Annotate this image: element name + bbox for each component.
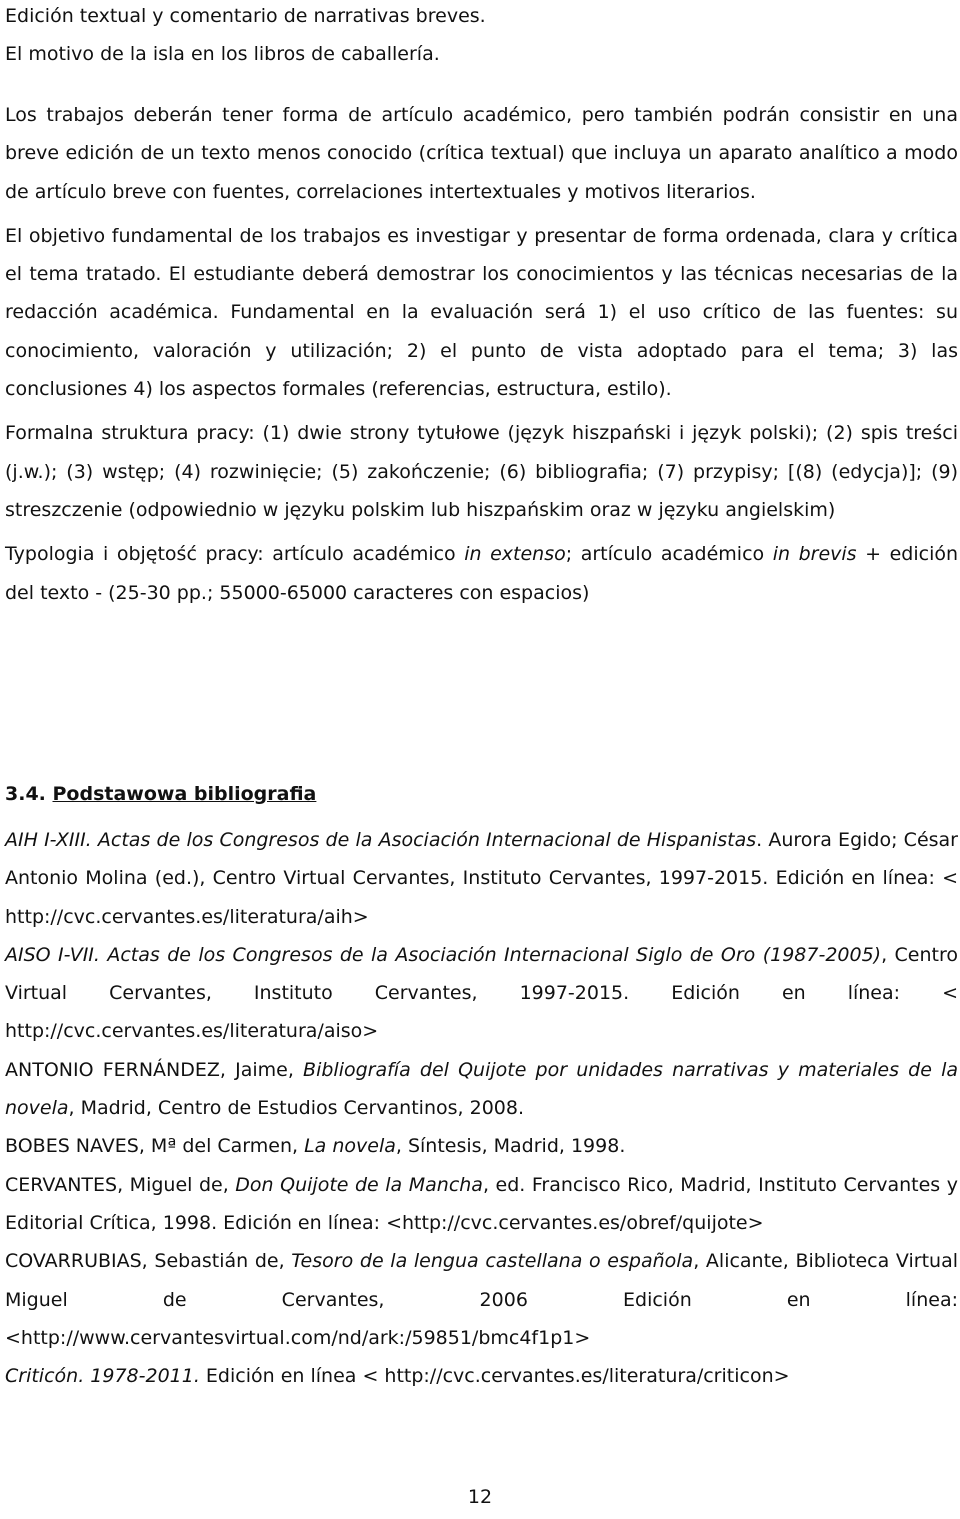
bib-criticon-details: Edición en línea < http://cvc.cervantes.es/literatura/criticon> [199,1365,790,1388]
paragraph-typology [5,535,958,612]
bib-entry-bobes [5,1127,958,1165]
bib-aiso-title: AISO I-VII. Actas de los Congresos de la Asociación Internacional Siglo de Oro (1987-2005) [5,943,882,966]
section-number: 3.4. [5,783,53,805]
bib-bobes-details: , Síntesis, Madrid, 1998. [395,1135,626,1158]
page-number: 12 [467,1486,493,1508]
bibliography-list [5,821,958,1395]
bib-entry-criticon [5,1357,958,1395]
bib-antonio-title: Bibliografía del Quijote por unidades narrativas y materiales de la novela [5,1058,958,1120]
topic-line-2: El motivo de la isla en los libros de caballería. [5,43,440,65]
section-title: Podstawowa bibliografia [52,783,317,805]
bib-entry-covarrubias [5,1242,958,1357]
bib-antonio-details: , Madrid, Centro de Estudios Cervantinos, 2008. [68,1097,524,1120]
bib-covarrubias-details: , Alicante, Biblioteca Virtual Miguel de Cervantes, 2006 Edición en línea: <http://www.cervantesvirtual.com/nd/ark:/59851/bmc4f1p1> [5,1250,958,1349]
bib-bobes-author: BOBES NAVES, Mª del Carmen, [5,1135,305,1158]
bib-aih-details: . Aurora Egido; César Antonio Molina (ed.), Centro Virtual Cervantes, Instituto Cervantes, 1997-2015. Edición en línea: < http://cvc.cervantes.es/literatura/aih> [5,829,958,928]
typology-italic-1: in extenso [464,543,566,566]
topic-line-1: Edición textual y comentario de narrativas breves. [5,5,486,27]
body-text [5,96,958,612]
bib-aih-title: AIH I-XIII. Actas de los Congresos de la Asociación Internacional de Hispanistas [5,829,757,851]
typology-text-3: + edición del texto - (25-30 pp.; 55000-65000 caracteres con espacios) [5,543,959,604]
bib-aiso-details: , Centro Virtual Cervantes, Instituto Cervantes, 1997-2015. Edición en línea: < http://cvc.cervantes.es/literatura/aiso> [5,943,959,1043]
bib-bobes-title: La novela [304,1135,396,1158]
bib-entry-cervantes [5,1166,958,1243]
paragraph-structure: Formalna struktura pracy: (1) dwie strony tytułowe (język hiszpański i język polski); (2) spis treści (j.w.); (3) wstęp; (4) rozwinięcie; (5) zakończenie; (6) bibliografia; (7) przypisy; [(8) (edycja)]; (9) streszczenie (odpowiednio w języku polskim lub hiszpańskim oraz w języku angielskim) [5,422,958,521]
bib-criticon-title: Criticón. 1978-2011. [5,1365,200,1388]
bib-entry-antonio [5,1051,958,1128]
bib-cervantes-details: , ed. Francisco Rico, Madrid, Instituto Cervantes y Editorial Crítica, 1998. Edición en línea: <http://cvc.cervantes.es/obref/quijote> [5,1173,958,1234]
bib-cervantes-title: Don Quijote de la Mancha [235,1173,483,1196]
bib-entry-aiso [5,936,958,1051]
bib-cervantes-author: CERVANTES, Miguel de, [5,1173,236,1196]
typology-italic-2: in brevis [772,543,857,566]
bib-covarrubias-title: Tesoro de la lengua castellana o española [291,1250,694,1273]
section-heading [5,775,958,813]
typology-text-2: ; artículo académico [565,543,773,566]
bib-covarrubias-author: COVARRUBIAS, Sebastián de, [5,1250,292,1273]
top-lines [5,0,958,73]
paragraph-objectives: El objetivo fundamental de los trabajos es investigar y presentar de forma ordenada, clara y crítica el tema tratado. El estudiante deberá demostrar los conocimientos y las técnicas necesarias de la redacción académica. Fundamental en la evaluación será 1) el uso crítico de las fuentes: su conocimiento, valoración y utilización; 2) el punto de vista adoptado para el tema; 3) las conclusiones 4) los aspectos formales (referencias, estructura, estilo). [5,224,958,401]
paragraph-requirements: Los trabajos deberán tener forma de artículo académico, pero también podrán consistir en una breve edición de un texto menos conocido (crítica textual) que incluya un aparato analítico a modo de artículo breve con fuentes, correlaciones intertextuales y motivos literarios. [5,104,958,203]
bib-antonio-author: ANTONIO FERNÁNDEZ, Jaime, [5,1058,304,1081]
bibliography-section [5,775,958,1395]
bib-entry-aih [5,821,958,936]
typology-text-1: Typologia i objętość pracy: artículo académico [5,543,465,566]
